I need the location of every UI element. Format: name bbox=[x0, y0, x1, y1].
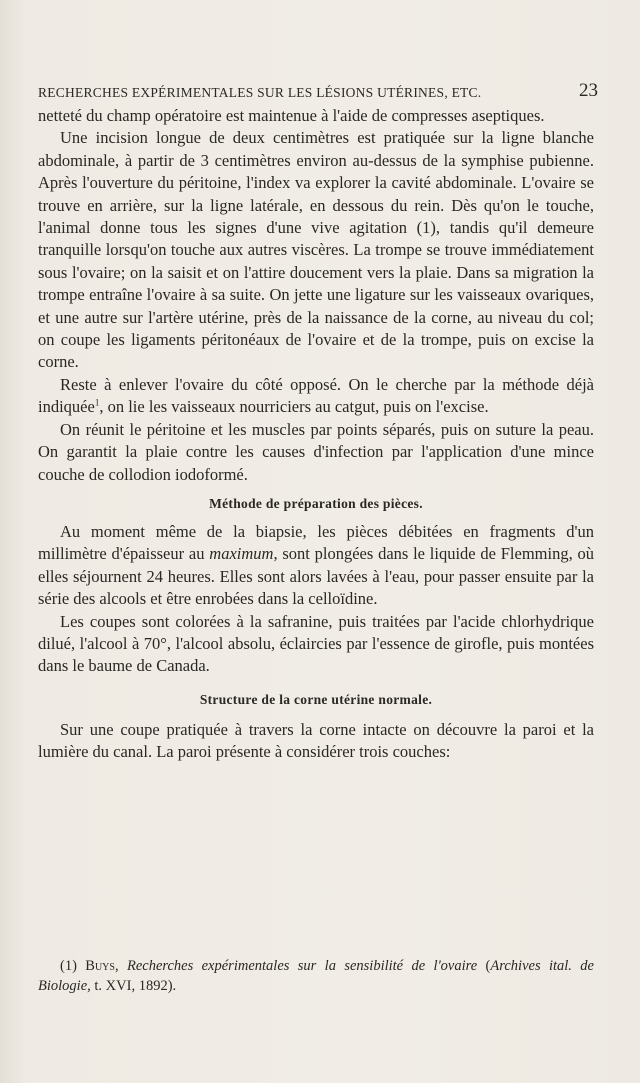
paragraph-text: Au moment même de la biapsie, les pièces débitées en fragments d'un millimètre d'épaisseur au bbox=[38, 521, 594, 564]
paragraph: Les coupes sont colorées à la safranine, puis traitées par l'acide chlorhydrique dilué, l'alcool à 70°, l'alcool absolu, éclaircies par l'essence de girofle, puis montées dans le baume de Canada. bbox=[38, 611, 594, 676]
paragraph: Une incision longue de deux centimètres est pratiquée sur la ligne blanche abdominale, à partir de 3 centimètres environ au-dessus de la symphise pubienne. Après l'ouverture du péritoine, l'index va explorer la cavité abdominale. L'ovaire se trouve en arrière, sur la ligne latérale, en dessous du rein. Dès qu'on le touche, l'animal donne tous les signes d'une vive agitation (1), tandis qu'il demeure tranquille lorsqu'on touche aux autres viscères. La trompe se trouve immédiatement sous l'ovaire; on la saisit et on l'attire doucement vers la plaie. Dans sa migration la trompe entraîne l'ovaire à sa suite. On jette une ligature sur les vaisseaux ovariques, et une autre sur l'artère utérine, près de la naissance de la corne, au niveau du col; on coupe les ligaments péritonéaux de l'ovaire et de la trompe, puis on excise la corne. bbox=[38, 128, 594, 372]
section-heading: Structure de la corne utérine normale. bbox=[199, 691, 433, 707]
paragraph-text: Reste à enlever l'ovaire du côté opposé. On le cherche par la méthode déjà indiquée bbox=[38, 374, 594, 417]
footnote-rest: t. XVI, 1892). bbox=[90, 978, 177, 994]
footnote bbox=[38, 956, 594, 996]
section-heading: Méthode de préparation des pièces. bbox=[209, 495, 423, 511]
page-number: 23 bbox=[579, 80, 598, 101]
paragraph: Sur une coupe pratiquée à travers la corne intacte on découvre la paroi et la lumière du canal. La paroi présente à considérer trois couches: bbox=[38, 719, 594, 762]
body-text bbox=[38, 105, 594, 764]
paragraph bbox=[38, 521, 594, 611]
footnote-journal: Archives ital. de Biologie, bbox=[38, 958, 594, 994]
footnote-author: Buys, bbox=[85, 958, 127, 974]
emphasis-text: maximum bbox=[209, 544, 274, 564]
footnote-reference: 1 bbox=[94, 397, 100, 408]
paragraph bbox=[38, 374, 594, 419]
running-head: RECHERCHES EXPÉRIMENTALES SUR LES LÉSIONS UTÉRINES, ETC. bbox=[38, 85, 482, 100]
footnote-marker: (1) bbox=[60, 958, 86, 974]
paragraph: netteté du champ opératoire est maintenue à l'aide de compresses aseptiques. bbox=[38, 106, 545, 125]
page-header bbox=[38, 80, 598, 102]
paragraph-text: , sont plongées dans le liquide de Flemming, où elles séjournent 24 heures. Elles sont alors lavées à l'eau, pour passer ensuite par la série des alcools et être enrobées dans la celloïdine. bbox=[38, 544, 595, 609]
paragraph: On réunit le péritoine et les muscles par points séparés, puis on suture la peau. On garantit la plaie contre les causes d'infection par l'application d'une mince couche de collodion iodoformé. bbox=[38, 419, 594, 484]
footnote-text bbox=[38, 956, 594, 996]
footnote-paren: ( bbox=[477, 958, 491, 974]
paragraph-text: , on lie les vaisseaux nourriciers au catgut, puis on l'excise. bbox=[99, 397, 489, 417]
footnote-title: Recherches expérimentales sur la sensibilité de l'ovaire bbox=[126, 958, 478, 974]
